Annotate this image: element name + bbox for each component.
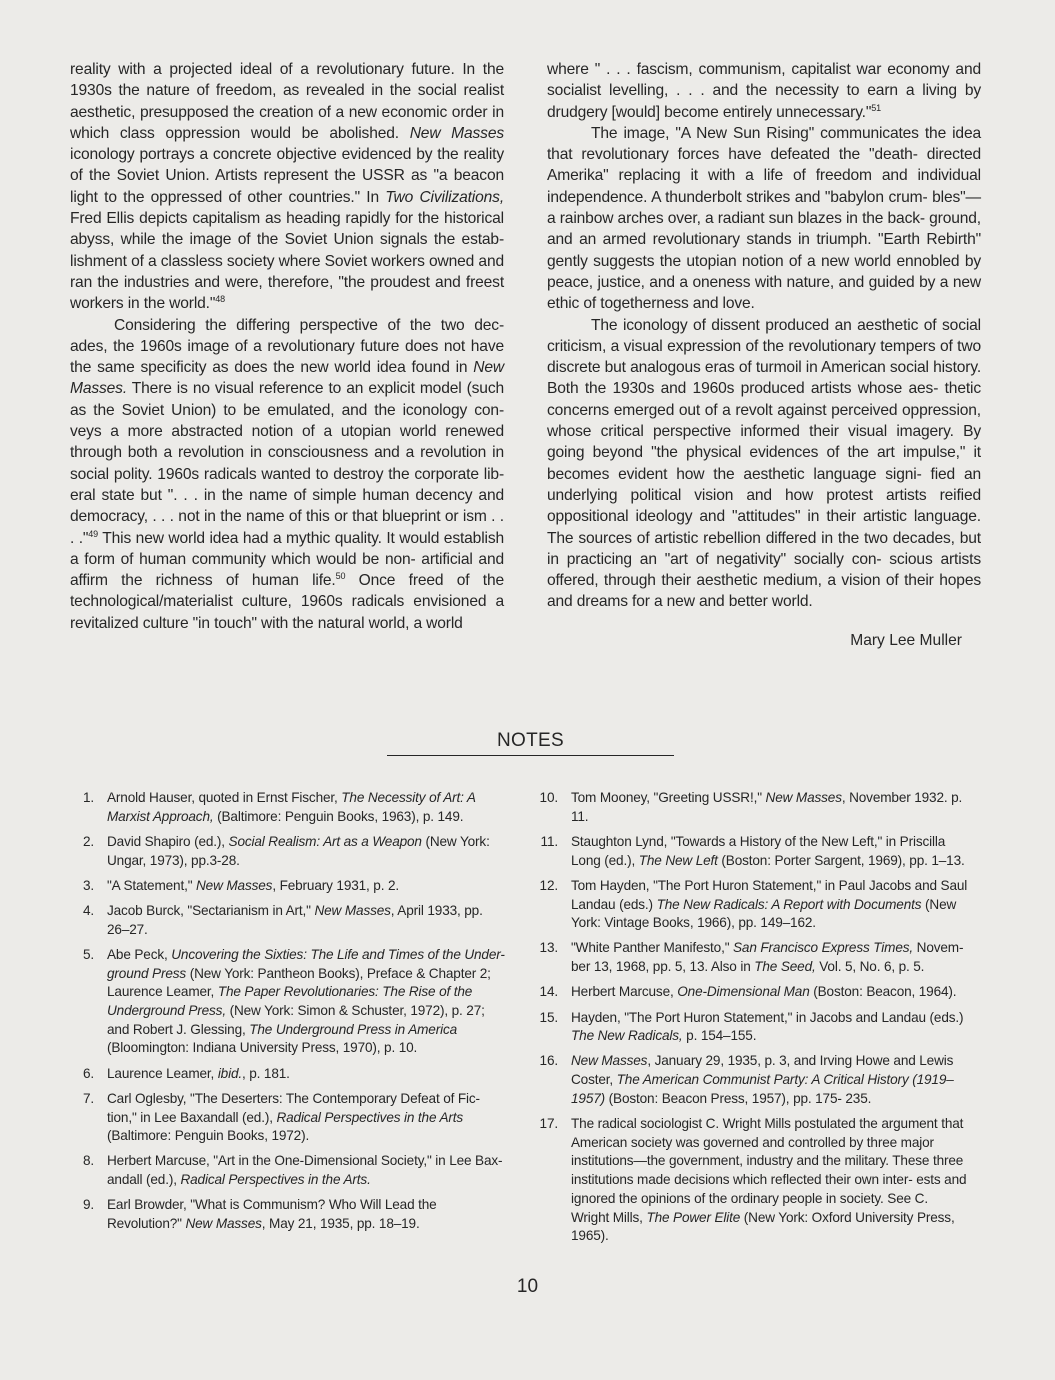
text-run: The radical sociologist C. Wright Mills postulated the argument that American society was governed and controlled by three major institutions—the government, industry and the military. These three institutions made decisions which reflected their own inter- ests and ignored the opinions of the ordinary people in society. See C. Wright Mills, [571, 1116, 967, 1225]
text-run: Considering the differing perspective of the two dec- ades, the 1960s image of a revolutionary future does not have the same specificity as does the new world idea found in [70, 316, 504, 377]
italic-text: New Masses [314, 903, 391, 919]
body-column-right [547, 59, 981, 613]
text-run: The iconology of dissent produced an aesthetic of social criticism, a visual expression of the revolutionary tempers of two discrete but analogous eras of turmoil in American social history. Both the 1930s and 1960s produced artists whose aes- thetic concerns emerged out of a revolt against perceived oppression, whose critical perspective informed their visual imagery. By going beyond "the physical evidences of the art impulse," it becomes evident how the aesthetic language signi- fied an underlying political vision and how protest artists reified oppositional ideology and "attitudes" in their artistic language. The sources of artistic rebellion differed in the two decades, but in practicing an "art of negativity" socially con- scious artists offered, through their aesthetic medium, a vision of their hopes and dreams for a new and better world. [547, 316, 981, 611]
notes-list-right [538, 789, 968, 1252]
text-run: (Boston: Porter Sargent, 1969), pp. 1–13. [717, 852, 965, 868]
note-number: 10. [539, 790, 558, 805]
text-run: , February 1931, p. 2. [272, 877, 399, 893]
italic-text: New Masses [409, 124, 504, 142]
note-number: 17. [539, 1116, 558, 1132]
note-item [74, 902, 508, 939]
italic-text: New Masses [185, 1216, 262, 1232]
note-number: 12. [539, 877, 558, 893]
text-run: Staughton Lynd, "Towards a History of the New Left," in Priscilla Long (ed.), [571, 833, 946, 868]
italic-text: The Power Elite [646, 1209, 741, 1225]
note-number: 8. [82, 1153, 94, 1169]
note-number: 4. [82, 903, 94, 919]
text-run: (New York: Oxford University Press, 1965). [571, 1209, 955, 1244]
note-item [74, 789, 508, 826]
note-item [74, 1152, 508, 1189]
italic-text: The New Radicals: A Report with Documents [656, 896, 922, 912]
note-number: 2. [82, 833, 94, 849]
text-run: (New York: Vintage Books, 1966), pp. 149–162. [571, 896, 957, 931]
italic-text: The New Left [638, 852, 718, 868]
note-item [538, 939, 968, 976]
text-run: Vol. 5, No. 6, p. 5. [815, 959, 925, 975]
text-run: (Baltimore: Penguin Books, 1972). [107, 1128, 310, 1144]
italic-text: The Underground Press in America [249, 1021, 457, 1037]
note-item [74, 946, 508, 1058]
italic-text: New Masses [571, 1053, 648, 1069]
text-run: Jacob Burck, "Sectarianism in Art," [107, 903, 315, 919]
footnote-ref: 49 [88, 528, 99, 539]
note-item [74, 1196, 508, 1233]
author-signature: Mary Lee Muller [850, 632, 962, 649]
footnote-ref: 51 [871, 102, 881, 113]
italic-text: ibid. [217, 1065, 242, 1081]
paragraph [547, 123, 981, 315]
paragraph [547, 315, 981, 613]
italic-text: Uncovering the Sixties: The Life and Times of the Under- ground Press [107, 946, 505, 981]
text-run: (New York: Ungar, 1973), pp.3-28. [107, 833, 490, 868]
note-item [74, 877, 508, 896]
italic-text: The Paper Revolutionaries: The Rise of the Underground Press, [107, 984, 473, 1019]
italic-text: New Masses [196, 877, 273, 893]
italic-text: San Francisco Express Times, [733, 940, 914, 956]
italic-text: Radical Perspectives in the Arts [276, 1109, 464, 1125]
text-run: , May 21, 1935, pp. 18–19. [261, 1216, 420, 1232]
note-number: 13. [539, 940, 558, 956]
text-run: Tom Hayden, "The Port Huron Statement," in Paul Jacobs and Saul Landau (eds.) [571, 877, 968, 912]
text-run: There is no visual reference to an explicit model (such as the Soviet Union) to be emulated, and the iconology con- veys a more abstracted notion of a utopian world renewed through both a revolution in consciousness and a revolution in social polity. 1960s radicals wanted to destroy the corporate lib- eral state but ". . . in the name of simple human decency and democracy, . . . not in the name of this or that blueprint or ism . . . ." [70, 380, 504, 547]
text-run: , April 1933, pp. 26–27. [107, 903, 483, 937]
text-run: The image, "A New Sun Rising" communicates the idea that revolutionary forces have defeated the "death- directed Amerika" replacing it with a life of freedom and individual independence. A thunderbolt strikes and "babylon crum- bles"—a rainbow arches over, a radiant sun blazes in the back- ground, and an armed revolutionary stands in triumph. "Earth Rebirth" gently suggests the utopian notion of a new world ennobled by peace, justice, and a oneness with nature, and guided by a new ethic of togetherness and love. [547, 124, 981, 313]
text-run: where " . . . fascism, communism, capitalist war economy and socialist levelling, . . . and the necessity to earn a living by drudgery [would] become entirely unnecessary." [547, 61, 981, 121]
note-item [538, 1052, 968, 1108]
note-number: 6. [82, 1065, 94, 1081]
text-run: Hayden, "The Port Huron Statement," in Jacobs and Landau (eds.) [571, 1009, 964, 1025]
page-number: 10 [516, 1276, 539, 1297]
text-run: Laurence Leamer, [107, 1065, 218, 1081]
note-number: 1. [82, 790, 94, 805]
note-item [538, 1115, 968, 1246]
text-run: (New York: Pantheon Books), Preface & Chapter 2; Laurence Leamer, [107, 965, 491, 1000]
text-run: This new world idea had a mythic quality. It would establish a form of human community which would be non- artificial and affirm the richness of human life. [70, 529, 504, 590]
text-run: Carl Oglesby, "The Deserters: The Contemporary Defeat of Fic- tion," in Lee Baxandall (ed.), [107, 1090, 480, 1125]
text-run: (Bloomington: Indiana University Press, 1970), p. 10. [107, 1040, 418, 1056]
text-run: Abe Peck, [107, 946, 172, 962]
note-number: 5. [82, 946, 94, 962]
note-number: 16. [539, 1053, 558, 1069]
footnote-ref: 50 [335, 571, 346, 582]
note-item [74, 1090, 508, 1146]
note-item [74, 1065, 508, 1084]
notes-heading: NOTES [387, 729, 674, 756]
text-run: "A Statement," [107, 877, 197, 893]
italic-text: Social Realism: Art as a Weapon [228, 833, 422, 849]
paragraph [70, 59, 504, 315]
text-run: Once freed of the technological/materialist culture, 1960s radicals envisioned a revitalized culture "in touch" with the natural world, a world [70, 572, 504, 632]
text-run: Earl Browder, "What is Communism? Who Will Lead the Revolution?" [107, 1197, 437, 1232]
text-run: Tom Mooney, "Greeting USSR!," [571, 790, 766, 805]
note-item [538, 877, 968, 933]
italic-text: The New Radicals, [571, 1028, 683, 1044]
text-run: , p. 181. [242, 1065, 290, 1081]
text-run: , November 1932. p. 11. [571, 790, 963, 824]
paragraph [70, 315, 504, 634]
note-number: 3. [82, 877, 94, 893]
text-run: Fred Ellis depicts capitalism as heading rapidly for the historical abyss, while the image of the Soviet Union signals the estab- lishment of a classless society where Soviet workers owned and ran the industries and were, therefore, "the proudest and freest workers in the world." [70, 210, 504, 313]
text-run: iconology portrays a concrete objective evidenced by the reality of the Soviet Union. Artists represent the USSR as "a beacon light to the oppressed of other countries." In [70, 146, 504, 206]
text-run: "White Panther Manifesto," [571, 940, 734, 956]
text-run: , January 29, 1935, p. 3, and Irving Howe and Lewis Coster, [571, 1053, 954, 1088]
italic-text: Two Civilizations, [385, 188, 504, 206]
text-run: Arnold Hauser, quoted in Ernst Fischer, [107, 790, 342, 805]
text-run: David Shapiro (ed.), [107, 833, 229, 849]
text-run: (Baltimore: Penguin Books, 1963), p. 149. [213, 808, 464, 824]
note-number: 11. [540, 833, 558, 849]
notes-list-left [74, 789, 508, 1240]
note-number: 15. [539, 1009, 558, 1025]
italic-text: New Masses [765, 790, 842, 805]
text-run: (New York: Simon & Schuster, 1972), p. 27; and Robert J. Glessing, [107, 1003, 485, 1037]
footnote-ref: 48 [215, 294, 225, 305]
italic-text: One-Dimensional Man [677, 984, 810, 1000]
text-run: p. 154–155. [682, 1028, 757, 1044]
text-run: Novem- ber 13, 1968, pp. 5, 13. Also in [571, 940, 964, 975]
italic-text: New Masses. [70, 359, 504, 398]
note-number: 9. [82, 1197, 94, 1213]
text-run: (Boston: Beacon Press, 1957), pp. 175- 235. [605, 1090, 872, 1106]
note-number: 14. [539, 984, 558, 1000]
note-item [538, 983, 968, 1002]
body-column-left [70, 59, 504, 634]
italic-text: The Necessity of Art: A Marxist Approach, [107, 790, 476, 824]
text-run: (Boston: Beacon, 1964). [809, 984, 957, 1000]
italic-text: The Seed, [754, 959, 816, 975]
paragraph [547, 59, 981, 123]
note-number: 7. [82, 1090, 94, 1106]
italic-text: Radical Perspectives in the Arts. [180, 1172, 371, 1188]
note-item [74, 833, 508, 870]
italic-text: The American Communist Party: A Critical History (1919– 1957) [571, 1072, 954, 1106]
note-item [538, 789, 968, 826]
text-run: Herbert Marcuse, "Art in the One-Dimensional Society," in Lee Bax- andall (ed.), [107, 1153, 503, 1188]
note-item [538, 1009, 968, 1046]
note-item [538, 833, 968, 870]
text-run: Herbert Marcuse, [571, 984, 678, 1000]
text-run: reality with a projected ideal of a revolutionary future. In the 1930s the nature of freedom, as revealed in the social realist aesthetic, presupposed the creation of a new economic order in which class oppression would be abolished. [70, 61, 504, 142]
